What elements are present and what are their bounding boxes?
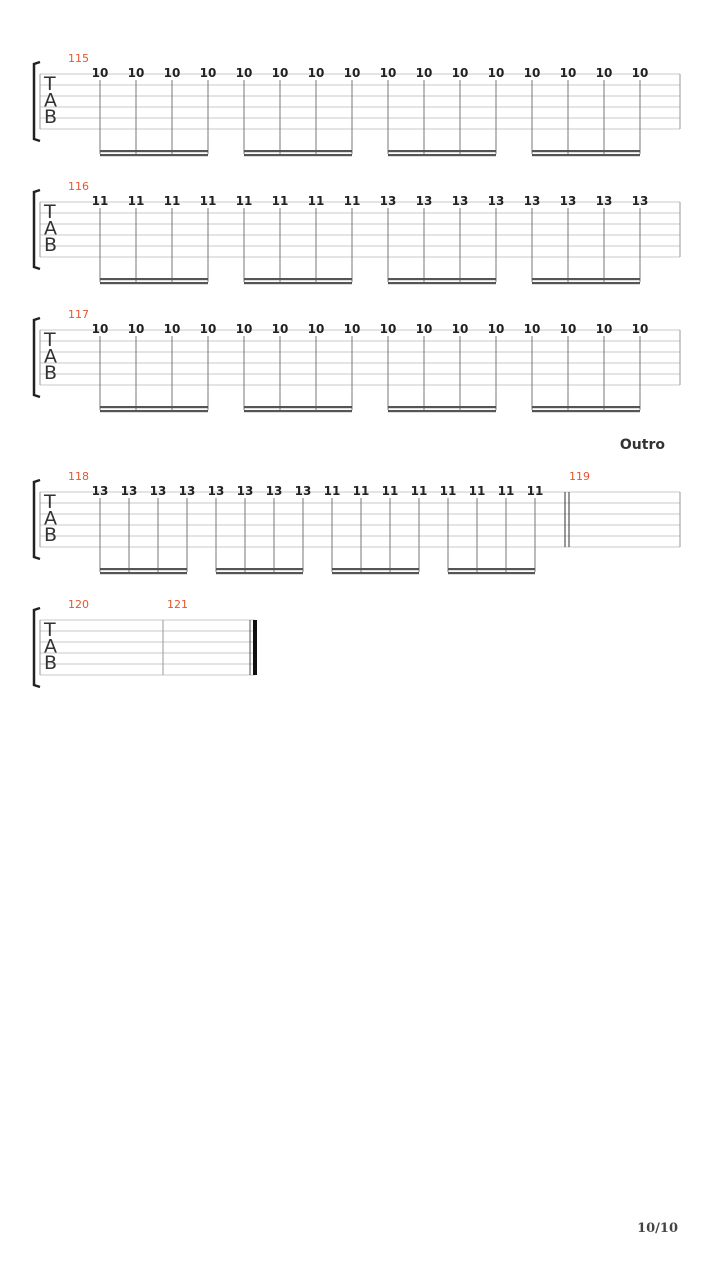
beam: [448, 568, 535, 570]
fret-number: 13: [379, 194, 397, 208]
fret-number: 10: [235, 322, 253, 336]
fret-number: 11: [199, 194, 217, 208]
fret-number: 10: [415, 66, 433, 80]
fret-number: 11: [307, 194, 325, 208]
fret-number: 10: [451, 66, 469, 80]
fret-number: 13: [178, 484, 196, 498]
tab-clef-letter: A: [44, 217, 57, 240]
measure-number: 121: [167, 598, 188, 611]
fret-number: 10: [559, 66, 577, 80]
tab-clef-letter: B: [44, 524, 58, 546]
tab-clef-letter: A: [44, 635, 57, 658]
measure-number: 116: [68, 180, 89, 193]
fret-number: 10: [487, 66, 505, 80]
tab-clef-letter: T: [44, 491, 56, 513]
fret-number: 13: [451, 194, 469, 208]
beam: [100, 278, 208, 280]
fret-number: 10: [163, 322, 181, 336]
fret-number: 11: [352, 484, 370, 498]
beam: [532, 278, 640, 280]
measure-number: 117: [68, 308, 89, 321]
fret-number: 11: [410, 484, 428, 498]
fret-number: 11: [163, 194, 181, 208]
measure-number: 119: [569, 470, 590, 483]
beam: [244, 154, 352, 156]
fret-number: 10: [199, 66, 217, 80]
fret-number: 13: [207, 484, 225, 498]
beam: [388, 154, 496, 156]
fret-number: 10: [379, 322, 397, 336]
fret-number: 11: [497, 484, 515, 498]
fret-number: 10: [451, 322, 469, 336]
beam: [244, 410, 352, 412]
beam: [388, 406, 496, 408]
fret-number: 11: [468, 484, 486, 498]
fret-number: 10: [91, 66, 109, 80]
beam: [532, 406, 640, 408]
tab-clef-letter: A: [44, 89, 57, 112]
beam: [532, 410, 640, 412]
fret-number: 13: [487, 194, 505, 208]
beam: [532, 150, 640, 152]
beam: [244, 282, 352, 284]
fret-number: 10: [271, 322, 289, 336]
fret-number: 13: [265, 484, 283, 498]
beam: [532, 282, 640, 284]
beam: [448, 572, 535, 574]
tab-system: [34, 308, 680, 412]
system-bracket: [34, 480, 40, 559]
fret-number: 10: [487, 322, 505, 336]
beam: [244, 278, 352, 280]
beam: [332, 572, 419, 574]
beam: [100, 406, 208, 408]
fret-number: 13: [631, 194, 649, 208]
beam: [388, 278, 496, 280]
fret-number: 10: [415, 322, 433, 336]
beam: [244, 150, 352, 152]
tab-clef-letter: B: [44, 106, 58, 128]
tab-clef-letter: A: [44, 345, 57, 368]
fret-number: 10: [235, 66, 253, 80]
fret-number: 13: [595, 194, 613, 208]
tab-system: [34, 598, 255, 687]
tab-clef-letter: B: [44, 362, 58, 384]
fret-number: 13: [294, 484, 312, 498]
fret-number: 11: [271, 194, 289, 208]
fret-number: 11: [127, 194, 145, 208]
fret-number: 13: [415, 194, 433, 208]
fret-number: 10: [127, 66, 145, 80]
fret-number: 10: [307, 322, 325, 336]
tab-clef-letter: B: [44, 652, 58, 674]
beam: [100, 410, 208, 412]
fret-number: 11: [343, 194, 361, 208]
fret-number: 13: [91, 484, 109, 498]
tab-clef-letter: T: [44, 201, 56, 223]
fret-number: 10: [595, 322, 613, 336]
fret-number: 10: [595, 66, 613, 80]
page-number: 10/10: [637, 1221, 678, 1236]
system-bracket: [34, 318, 40, 397]
tab-clef-letter: T: [44, 329, 56, 351]
beam: [100, 282, 208, 284]
fret-number: 10: [127, 322, 145, 336]
beam: [244, 406, 352, 408]
fret-number: 10: [523, 322, 541, 336]
fret-number: 10: [631, 66, 649, 80]
fret-number: 10: [523, 66, 541, 80]
fret-number: 10: [631, 322, 649, 336]
beam: [216, 572, 303, 574]
fret-number: 10: [307, 66, 325, 80]
tab-clef-letter: T: [44, 619, 56, 641]
fret-number: 13: [236, 484, 254, 498]
beam: [388, 282, 496, 284]
fret-number: 10: [379, 66, 397, 80]
fret-number: 11: [235, 194, 253, 208]
fret-number: 10: [343, 322, 361, 336]
fret-number: 13: [120, 484, 138, 498]
tab-clef-letter: T: [44, 73, 56, 95]
section-marker-outro: Outro: [619, 437, 665, 453]
beam: [332, 568, 419, 570]
beam: [100, 568, 187, 570]
beam: [532, 154, 640, 156]
beam: [100, 154, 208, 156]
fret-number: 11: [526, 484, 544, 498]
tab-clef-letter: A: [44, 507, 57, 530]
fret-number: 13: [149, 484, 167, 498]
measure-number: 118: [68, 470, 89, 483]
system-bracket: [34, 608, 40, 687]
fret-number: 10: [271, 66, 289, 80]
fret-number: 10: [163, 66, 181, 80]
tab-clef-letter: B: [44, 234, 58, 256]
system-bracket: [34, 190, 40, 269]
fret-number: 11: [381, 484, 399, 498]
fret-number: 10: [199, 322, 217, 336]
fret-number: 13: [559, 194, 577, 208]
beam: [100, 572, 187, 574]
fret-number: 10: [91, 322, 109, 336]
beam: [388, 150, 496, 152]
tab-system: [34, 470, 680, 574]
fret-number: 13: [523, 194, 541, 208]
fret-number: 11: [439, 484, 457, 498]
fret-number: 10: [559, 322, 577, 336]
tab-system: [34, 180, 680, 284]
beam: [388, 410, 496, 412]
measure-number: 120: [68, 598, 89, 611]
system-bracket: [34, 62, 40, 141]
fret-number: 11: [323, 484, 341, 498]
measure-number: 115: [68, 52, 89, 65]
beam: [100, 150, 208, 152]
fret-number: 10: [343, 66, 361, 80]
beam: [216, 568, 303, 570]
fret-number: 11: [91, 194, 109, 208]
tab-system: [34, 52, 680, 156]
